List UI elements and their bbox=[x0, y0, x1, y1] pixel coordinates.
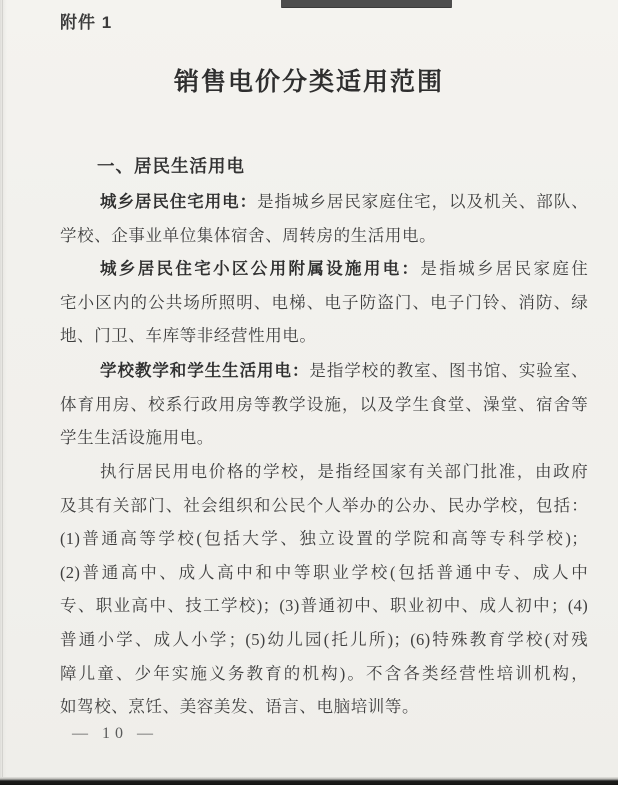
page-number: — 10 — bbox=[72, 725, 158, 742]
scanner-artifact-left-line bbox=[2, 0, 3, 785]
text-line: 如驾校、烹饪、美容美发、语言、电脑培训等。 bbox=[60, 697, 420, 717]
text-run: 是指城乡居民家庭住宅，以及机关、部队、 bbox=[257, 192, 588, 211]
attachment-label: 附件 1 bbox=[60, 13, 113, 32]
text-line: (1)普通高等学校(包括大学、独立设置的学院和高等专科学校)； bbox=[60, 529, 588, 549]
text-line: 普通小学、成人小学；(5)幼儿园(托儿所)；(6)特殊教育学校(对残 bbox=[60, 629, 588, 649]
paragraph-qualified-schools bbox=[60, 455, 588, 724]
paragraph-lead-term: 城乡居民住宅用电： bbox=[100, 192, 258, 211]
document-title: 销售电价分类适用范围 bbox=[173, 69, 444, 96]
text-line: 体育用房、校系行政用房等教学设施，以及学生食堂、澡堂、宿舍等 bbox=[60, 394, 588, 414]
scanner-artifact-top-bar bbox=[281, 0, 452, 8]
text-line bbox=[60, 185, 588, 219]
paragraph-urban-residential bbox=[60, 185, 588, 252]
text-line: (2)普通高中、成人高中和中等职业学校(包括普通中专、成人中 bbox=[60, 562, 588, 582]
text-line: 专、职业高中、技工学校)；(3)普通初中、职业初中、成人初中；(4) bbox=[60, 596, 588, 616]
text-line bbox=[60, 252, 588, 286]
text-line: 及其有关部门、社会组织和公民个人举办的公办、民办学校，包括： bbox=[60, 495, 588, 515]
text-line: 障儿童、少年实施义务教育的机构)。不含各类经营性培训机构， bbox=[60, 663, 588, 683]
scanner-artifact-bottom-edge bbox=[0, 777, 618, 785]
paragraph-community-facilities bbox=[60, 252, 588, 353]
paragraph-lead-term: 城乡居民住宅小区公用附属设施用电： bbox=[100, 259, 421, 278]
paragraph-school-teaching bbox=[60, 354, 588, 455]
paragraph-lead-term: 学校教学和学生生活用电： bbox=[100, 361, 310, 380]
text-line: 地、门卫、车库等非经营性用电。 bbox=[60, 326, 317, 346]
section-heading: 一、居民生活用电 bbox=[97, 156, 245, 176]
text-line: 执行居民用电价格的学校，是指经国家有关部门批准，由政府 bbox=[100, 462, 588, 481]
text-line bbox=[60, 354, 588, 388]
text-run: 是指城乡居民家庭住 bbox=[420, 259, 588, 278]
text-line: 学生生活设施用电。 bbox=[60, 428, 214, 448]
text-line: 学校、企事业单位集体宿舍、周转房的生活用电。 bbox=[60, 225, 437, 245]
text-run: 是指学校的教室、图书馆、实验室、 bbox=[309, 361, 588, 380]
text-line: 宅小区内的公共场所照明、电梯、电子防盗门、电子门铃、消防、绿 bbox=[60, 292, 588, 312]
